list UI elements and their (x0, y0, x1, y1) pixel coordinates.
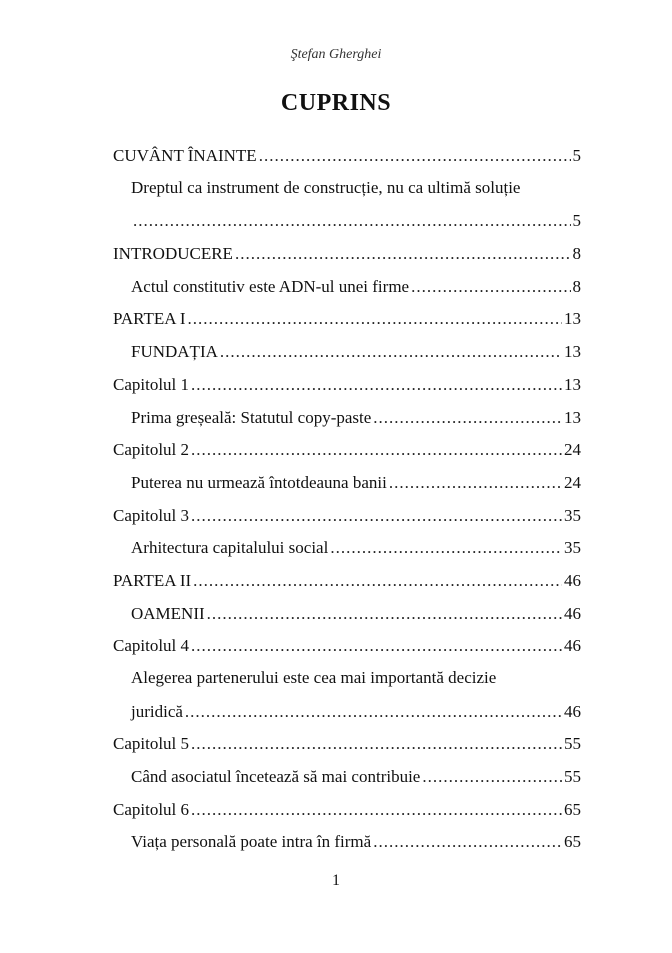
toc-entry-page: 46 (564, 603, 581, 623)
toc-entry-page: 35 (564, 538, 581, 558)
toc-entry-label: Capitolul 6 (113, 799, 190, 819)
toc-dot-leader (133, 211, 571, 231)
toc-entry-label-continued: juridică (131, 701, 183, 721)
toc-entry-page: 5 (572, 211, 581, 231)
toc-dot-leader (235, 244, 571, 264)
toc-dot-leader (207, 604, 562, 624)
toc-entry-label: Capitolul 3 (113, 505, 190, 525)
toc-entry-page: 65 (564, 799, 581, 819)
toc-entry-page: 13 (564, 407, 581, 427)
toc-entry-label: PARTEA I (113, 309, 186, 329)
toc-entry[interactable] (113, 571, 581, 604)
toc-dot-leader (193, 571, 562, 591)
toc-entry[interactable] (113, 767, 581, 800)
toc-entry-label: FUNDAȚIA (131, 342, 218, 362)
toc-entry-page: 35 (564, 505, 581, 525)
toc-entry[interactable] (113, 506, 581, 539)
toc-entry-page: 13 (564, 342, 581, 362)
toc-entry[interactable] (113, 734, 581, 767)
toc-entry-page: 55 (564, 767, 581, 787)
page-number: 1 (332, 872, 340, 889)
toc-entry[interactable] (113, 375, 581, 408)
toc-entry[interactable] (113, 309, 581, 342)
page-title: CUPRINS (280, 90, 392, 116)
toc-entry-page: 24 (564, 440, 581, 460)
toc-entry[interactable] (113, 244, 581, 277)
toc-entry-page: 13 (564, 309, 581, 329)
toc-entry[interactable] (113, 440, 581, 473)
toc-entry-label: PARTEA II (113, 570, 192, 590)
toc-entry-page: 46 (564, 701, 581, 721)
toc-entry[interactable] (113, 669, 581, 734)
toc-entry-label: Actul constitutiv este ADN-ul unei firme (131, 276, 410, 296)
toc-entry-page: 8 (572, 276, 581, 296)
toc-dot-leader (411, 277, 570, 297)
table-of-contents (113, 146, 581, 865)
toc-entry-label: Arhitectura capitalului social (131, 538, 329, 558)
toc-entry-page: 8 (572, 244, 581, 264)
toc-dot-leader (191, 734, 562, 754)
toc-entry-label: Viața personală poate intra în firmă (131, 832, 372, 852)
toc-entry-label: Când asociatul încetează să mai contribuie (131, 767, 421, 787)
toc-entry[interactable] (113, 604, 581, 637)
toc-dot-leader (191, 636, 562, 656)
toc-entry[interactable] (113, 179, 581, 244)
toc-entry[interactable] (113, 538, 581, 571)
toc-dot-leader (330, 538, 562, 558)
running-header-author: Ştefan Gherghei (290, 47, 382, 62)
toc-entry-page: 65 (564, 832, 581, 852)
toc-entry[interactable] (113, 146, 581, 179)
toc-entry[interactable] (113, 473, 581, 506)
toc-entry[interactable] (113, 832, 581, 865)
toc-entry[interactable] (113, 342, 581, 375)
toc-entry-label: Prima greșeală: Statutul copy-paste (131, 407, 372, 427)
toc-dot-leader (389, 473, 562, 493)
toc-dot-leader (191, 375, 562, 395)
toc-dot-leader (191, 506, 562, 526)
toc-entry-label: Puterea nu urmează întotdeauna banii (131, 472, 387, 492)
toc-entry-page: 46 (564, 636, 581, 656)
toc-entry-label: Capitolul 1 (113, 374, 190, 394)
toc-dot-leader (373, 832, 562, 852)
toc-dot-leader (259, 146, 571, 166)
toc-dot-leader (188, 309, 562, 329)
toc-entry-label: OAMENII (131, 603, 205, 623)
toc-entry-page: 13 (564, 374, 581, 394)
toc-entry[interactable] (113, 408, 581, 441)
toc-entry-label: INTRODUCERE (113, 244, 233, 264)
toc-entry-label: Dreptul ca instrument de construcție, nu ca ultimă soluție (131, 177, 521, 197)
toc-entry-label: Capitolul 5 (113, 734, 190, 754)
toc-dot-leader (220, 342, 562, 362)
toc-entry-label: CUVÂNT ÎNAINTE (113, 146, 257, 165)
toc-entry-label: Capitolul 4 (113, 636, 190, 656)
toc-entry[interactable] (113, 636, 581, 669)
toc-dot-leader (422, 767, 562, 787)
toc-dot-leader (191, 440, 562, 460)
toc-entry[interactable] (113, 800, 581, 833)
toc-dot-leader (373, 408, 562, 428)
toc-dot-leader (191, 800, 562, 820)
toc-entry-page: 5 (572, 146, 581, 165)
toc-entry-page: 24 (564, 472, 581, 492)
toc-entry-label: Capitolul 2 (113, 440, 190, 460)
toc-entry[interactable] (113, 277, 581, 310)
toc-entry-label: Alegerea partenerului este cea mai importantă decizie (131, 668, 497, 688)
toc-dot-leader (185, 702, 562, 722)
toc-entry-page: 55 (564, 734, 581, 754)
toc-entry-page: 46 (564, 570, 581, 590)
